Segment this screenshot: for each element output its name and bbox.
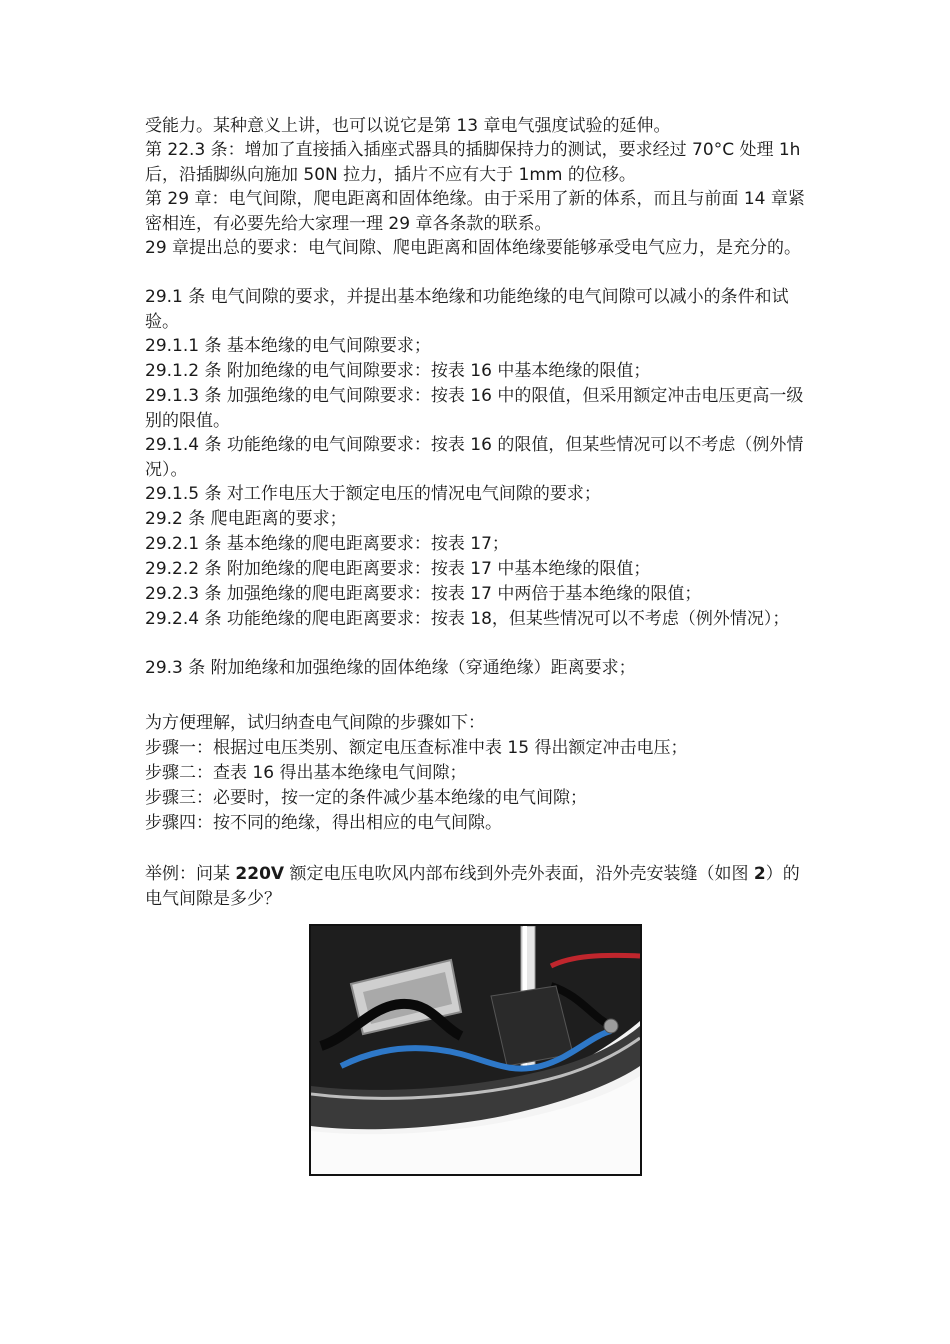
paragraph-clause-29-2-4: 29.2.4 条 功能绝缘的爬电距离要求：按表 18，但某些情况可以不考虑（例外情况）；	[145, 609, 790, 629]
paragraph-clause-29-1-1: 29.1.1 条 基本绝缘的电气间隙要求；	[145, 336, 431, 356]
paragraph-clause-29-2-3: 29.2.3 条 加强绝缘的爬电距离要求：按表 17 中两倍于基本绝缘的限值；	[145, 584, 702, 604]
paragraph-clause-29-1-2: 29.1.2 条 附加绝缘的电气间隙要求：按表 16 中基本绝缘的限值；	[145, 361, 651, 381]
paragraph-chapter-29-requirement: 29 章提出总的要求：电气间隙、爬电距离和固体绝缘要能够承受电气应力，是充分的。	[145, 238, 802, 258]
hair-dryer-interior-illustration	[311, 926, 640, 1174]
paragraph-clause-29-2-1: 29.2.1 条 基本绝缘的爬电距离要求：按表 17；	[145, 534, 509, 554]
paragraph-clause-29-1-5: 29.1.5 条 对工作电压大于额定电压的情况电气间隙的要求；	[145, 484, 601, 504]
example-voltage: 220V	[235, 864, 285, 884]
paragraph-clause-29-1-3: 29.1.3 条 加强绝缘的电气间隙要求：按表 16 中的限值，但采用额定冲击电压更高一级别的限值。	[145, 386, 804, 431]
paragraph-chapter-29: 第 29 章：电气间隙，爬电距离和固体绝缘。由于采用了新的体系，而且与前面 14 章紧密相连，有必要先给大家理一理 29 章各条款的联系。	[145, 189, 805, 234]
terminal-screw	[604, 1019, 618, 1033]
paragraph-clause-29-1-4: 29.1.4 条 功能绝缘的电气间隙要求：按表 16 的限值，但某些情况可以不考虑（例外情况）。	[145, 435, 804, 480]
example-figure-ref: 2	[753, 864, 766, 884]
steps-intro: 为方便理解，试归纳查电气间隙的步骤如下：	[145, 713, 485, 733]
paragraph-clause-22-3: 第 22.3 条：增加了直接插入插座式器具的插脚保持力的测试，要求经过 70°C 处理 1h 后，沿插脚纵向施加 50N 拉力，插片不应有大于 1mm 的位移。	[145, 140, 801, 185]
paragraph-clause-29-3: 29.3 条 附加绝缘和加强绝缘的固体绝缘（穿通绝缘）距离要求；	[145, 658, 636, 678]
figure-2-hair-dryer-photo	[309, 924, 642, 1176]
paragraph-clause-29-1: 29.1 条 电气间隙的要求，并提出基本绝缘和功能绝缘的电气间隙可以减小的条件和试验。	[145, 287, 789, 332]
step-3: 步骤三：必要时，按一定的条件减少基本绝缘的电气间隙；	[145, 788, 587, 808]
step-2: 步骤二：查表 16 得出基本绝缘电气间隙；	[145, 763, 467, 783]
paragraph-continuation: 受能力。某种意义上讲，也可以说它是第 13 章电气强度试验的延伸。	[145, 116, 671, 136]
example-suffix: ）的电气间隙是多少？	[145, 864, 800, 909]
paragraph-clause-29-2: 29.2 条 爬电距离的要求；	[145, 509, 347, 529]
step-1: 步骤一：根据过电压类别、额定电压查标准中表 15 得出额定冲击电压；	[145, 738, 688, 758]
example-prefix: 举例：问某	[145, 864, 236, 884]
example-question	[145, 862, 813, 911]
step-4: 步骤四：按不同的绝缘，得出相应的电气间隙。	[145, 813, 502, 833]
paragraph-clause-29-2-2: 29.2.2 条 附加绝缘的爬电距离要求：按表 17 中基本绝缘的限值；	[145, 559, 651, 579]
example-middle: 额定电压电吹风内部布线到外壳外表面，沿外壳安装缝（如图	[284, 864, 754, 884]
